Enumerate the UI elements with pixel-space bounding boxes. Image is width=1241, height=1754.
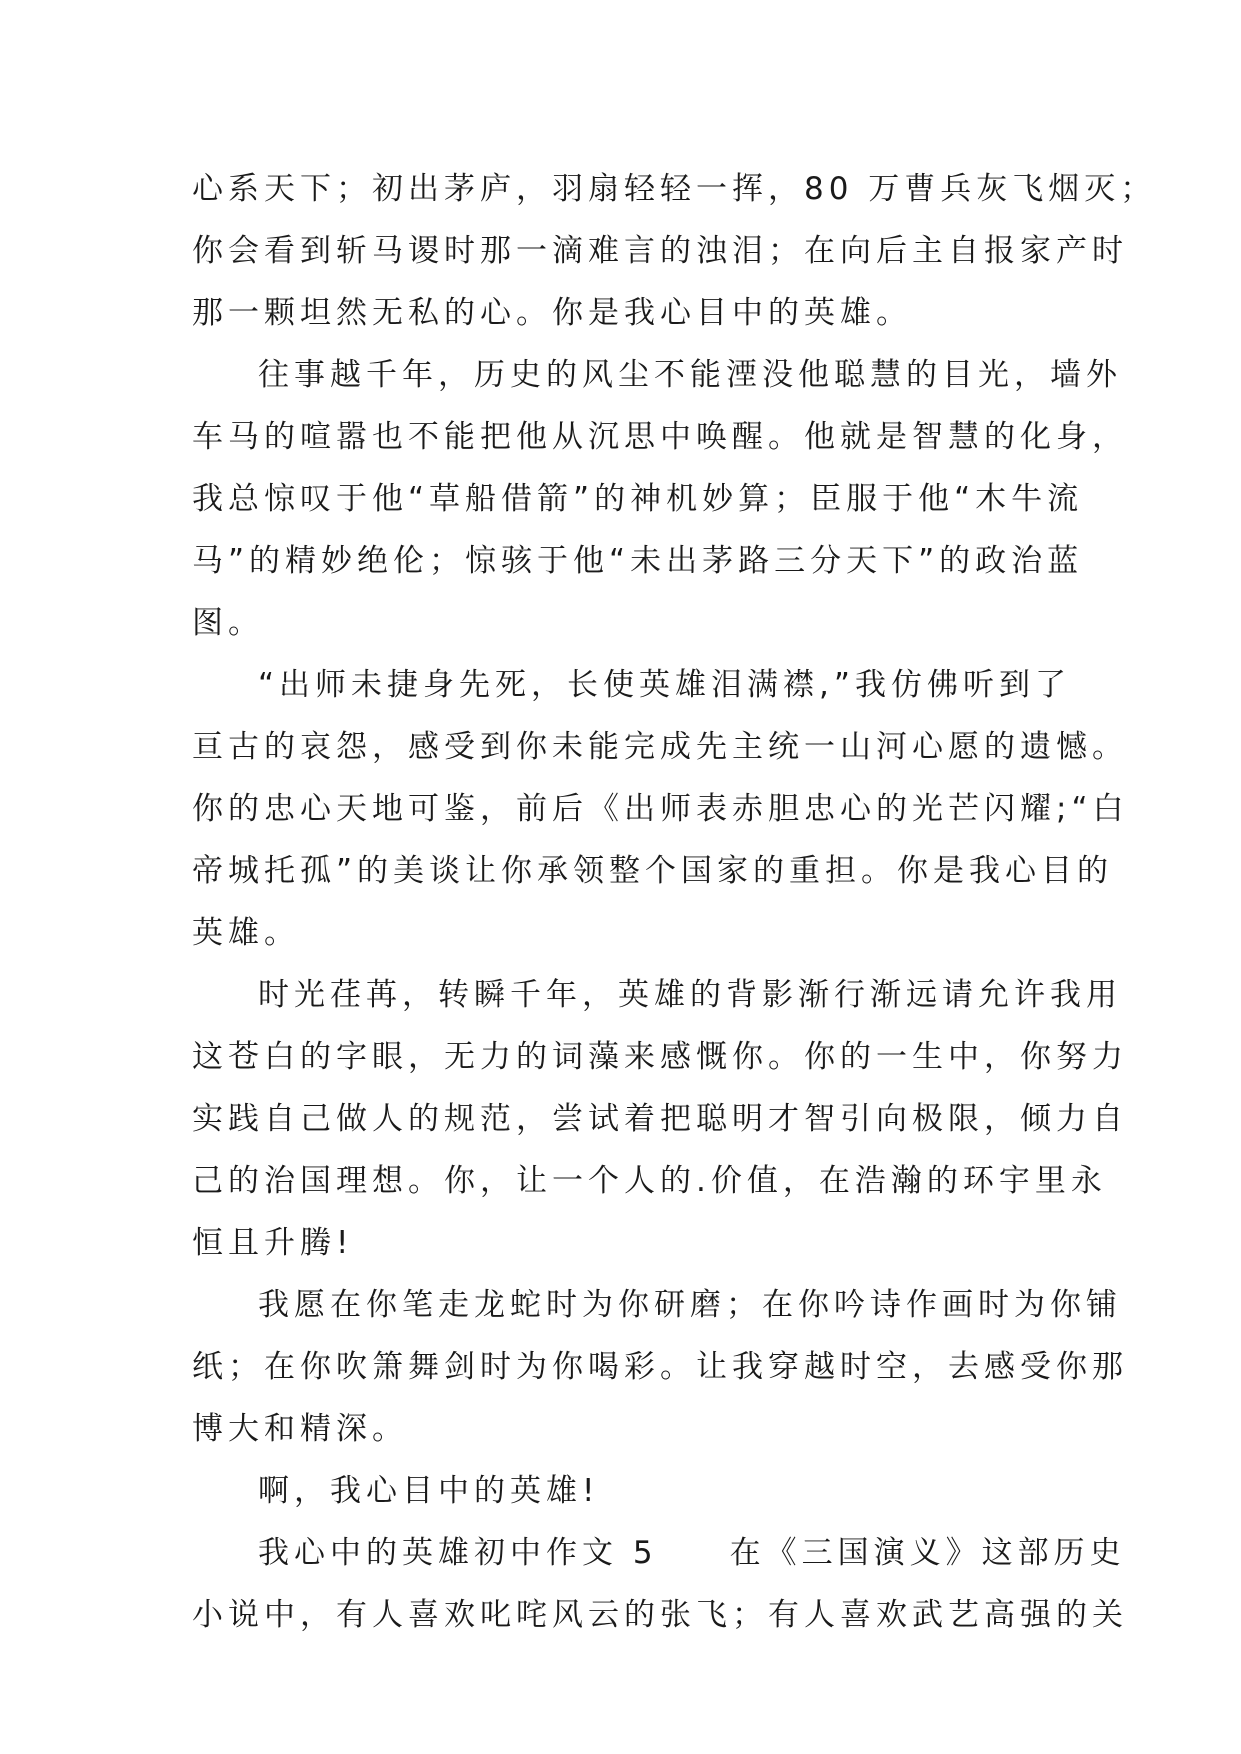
text-line: 这苍白的字眼，无力的词藻来感慨你。你的一生中，你努力 — [192, 1039, 1128, 1075]
text-line: 小说中，有人喜欢叱咤风云的张飞；有人喜欢武艺高强的关 — [192, 1597, 1128, 1633]
text-line: 图。 — [192, 605, 264, 641]
text-line: 我总惊叹于他“草船借箭”的神机妙算；臣服于他“木牛流 — [192, 481, 1084, 517]
text-line: 时光荏苒，转瞬千年，英雄的背影渐行渐远请允许我用 — [258, 977, 1122, 1013]
text-line: 车马的喧嚣也不能把他从沉思中唤醒。他就是智慧的化身， — [192, 419, 1128, 455]
text-line: 你的忠心天地可鉴，前后《出师表赤胆忠心的光芒闪耀;“白 — [192, 791, 1129, 827]
text-line: 己的治国理想。你，让一个人的.价值，在浩瀚的环宇里永 — [192, 1163, 1107, 1199]
text-line: 我心中的英雄初中作文 5 在《三国演义》这部历史 — [258, 1535, 1126, 1571]
text-line: 那一颗坦然无私的心。你是我心目中的英雄。 — [192, 295, 912, 331]
text-line: 帝城托孤”的美谈让你承领整个国家的重担。你是我心目的 — [192, 853, 1114, 889]
body-text — [192, 158, 1157, 1646]
text-line: 心系天下；初出茅庐，羽扇轻轻一挥，80 万曹兵灰飞烟灭； — [192, 171, 1157, 207]
text-line: “出师未捷身先死，长使英雄泪满襟,”我仿佛听到了 — [258, 667, 1071, 703]
text-line: 啊，我心目中的英雄! — [258, 1473, 600, 1509]
text-line: 博大和精深。 — [192, 1411, 408, 1447]
text-line: 实践自己做人的规范，尝试着把聪明才智引向极限，倾力自 — [192, 1101, 1128, 1137]
text-line: 亘古的哀怨，感受到你未能完成先主统一山河心愿的遗憾。 — [192, 729, 1128, 765]
text-line: 纸；在你吹箫舞剑时为你喝彩。让我穿越时空，去感受你那 — [192, 1349, 1128, 1385]
text-line: 马”的精妙绝伦；惊骇于他“未出茅路三分天下”的政治蓝 — [192, 543, 1084, 579]
text-line: 往事越千年，历史的风尘不能湮没他聪慧的目光，墙外 — [258, 357, 1122, 393]
text-line: 恒且升腾! — [192, 1225, 354, 1261]
text-line: 英雄。 — [192, 915, 300, 951]
text-line: 你会看到斩马谡时那一滴难言的浊泪；在向后主自报家产时 — [192, 233, 1128, 269]
text-line: 我愿在你笔走龙蛇时为你研磨；在你吟诗作画时为你铺 — [258, 1287, 1122, 1323]
